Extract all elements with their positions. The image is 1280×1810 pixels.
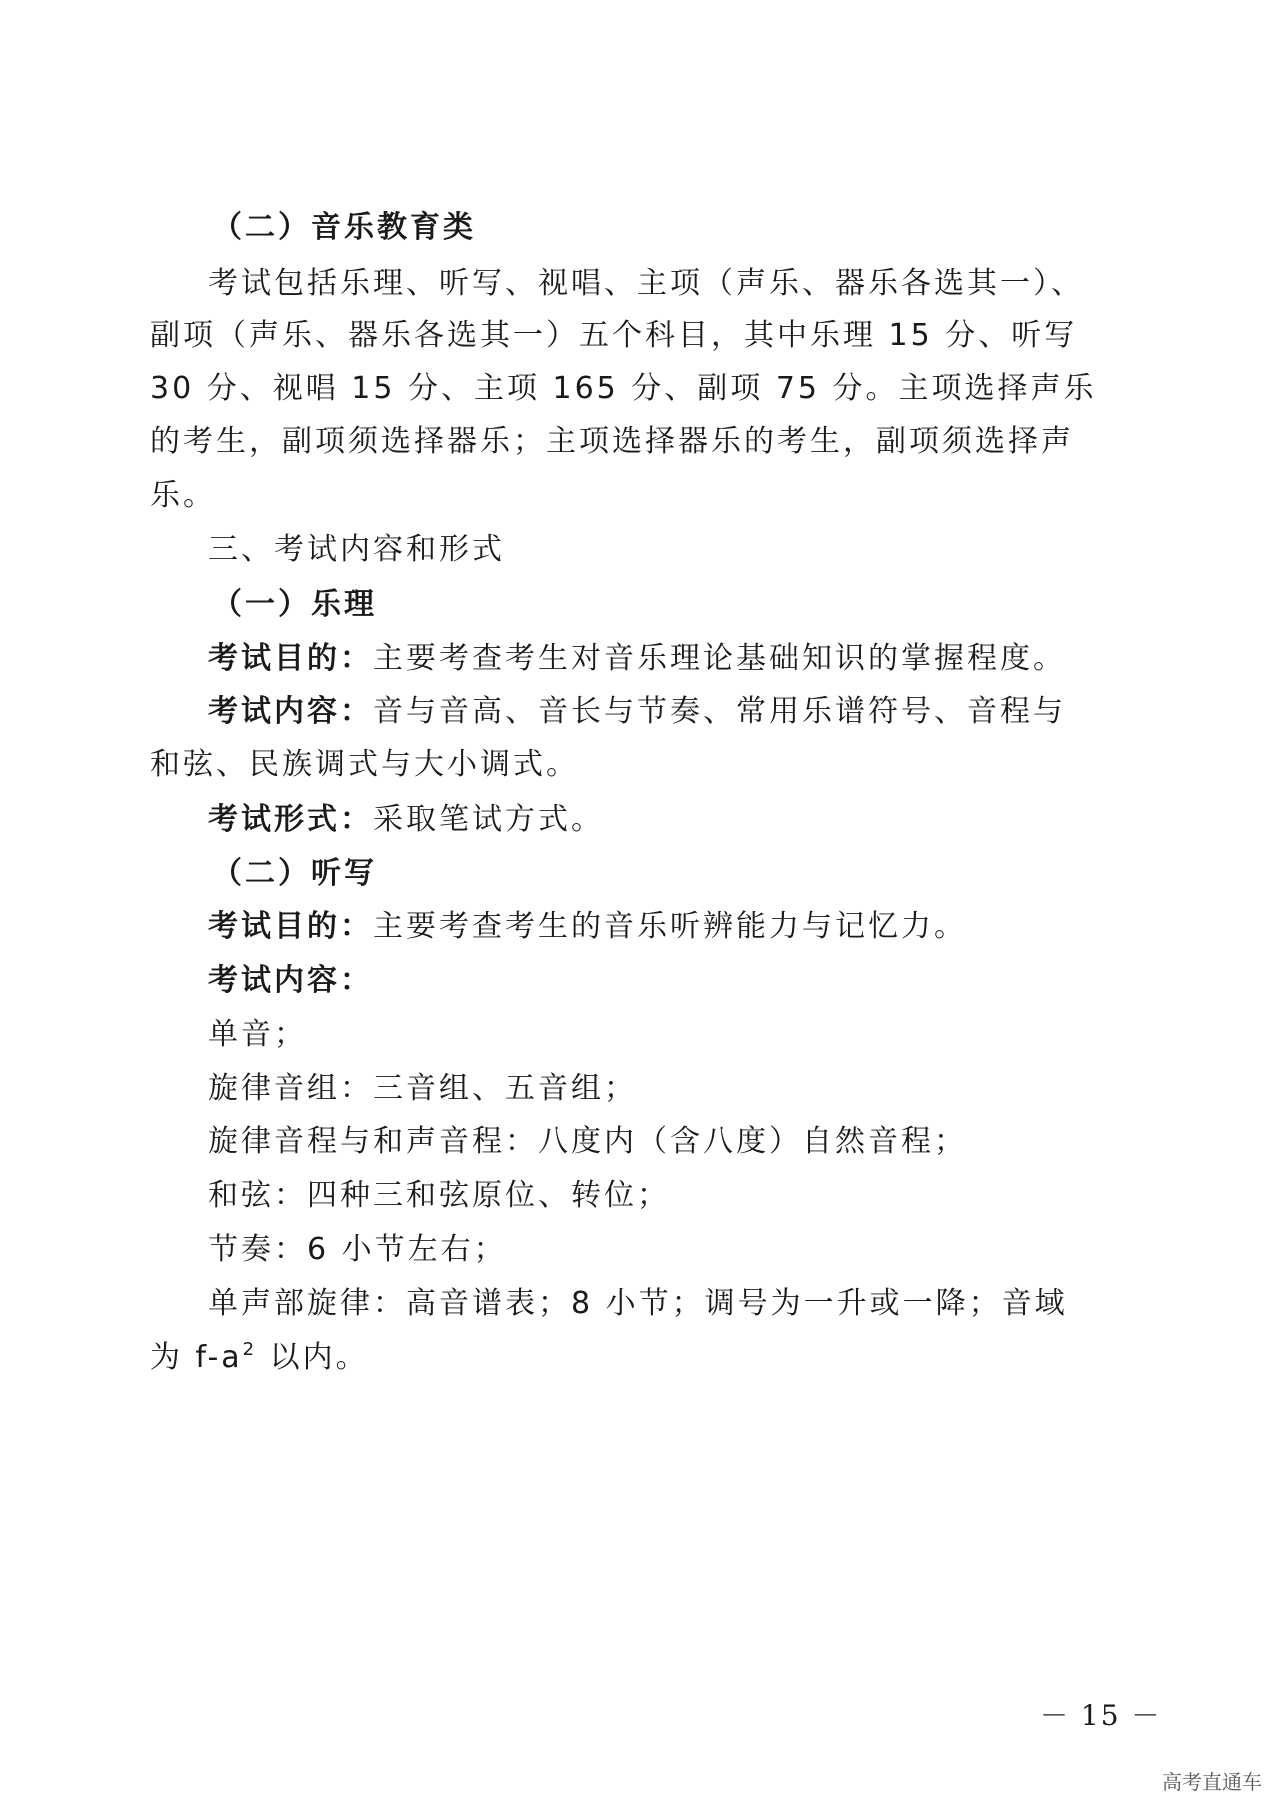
page-number: － 15 － [1040, 1699, 1162, 1732]
dictation-content-label: 考试内容： [208, 963, 373, 998]
paragraph-line: 的考生，副项须选择器乐；主项选择器乐的考生，副项须选择声 [150, 424, 1074, 459]
dictation-purpose-text: 主要考查考生的音乐听辨能力与记忆力。 [373, 909, 967, 944]
dictation-range-line [150, 1336, 369, 1380]
dictation-purpose [208, 905, 967, 949]
paragraph-line: 考试包括乐理、听写、视唱、主项（声乐、器乐各选其一）、 [208, 266, 1084, 301]
theory-content-label: 考试内容： [208, 694, 373, 729]
theory-heading: （一）乐理 [212, 587, 377, 622]
paragraph-line: 30 分、视唱 15 分、主项 165 分、副项 75 分。主项选择声乐 [150, 371, 1097, 406]
paragraph-line: 副项（声乐、器乐各选其一）五个科目，其中乐理 15 分、听写 [150, 318, 1078, 353]
theory-purpose-text: 主要考查考生对音乐理论基础知识的掌握程度。 [373, 641, 1066, 676]
dictation-item: 和弦：四种三和弦原位、转位； [208, 1178, 670, 1213]
dictation-item: 单声部旋律：高音谱表；8 小节；调号为一升或一降；音域 [208, 1286, 1068, 1321]
theory-content [208, 690, 1066, 734]
theory-form-text: 采取笔试方式。 [373, 802, 604, 837]
dictation-item: 节奏：6 小节左右； [208, 1232, 507, 1267]
theory-form-label: 考试形式： [208, 802, 373, 837]
dictation-heading: （二）听写 [212, 856, 377, 891]
music-education-heading: （二）音乐教育类 [212, 210, 476, 245]
dictation-item: 单音； [208, 1017, 307, 1052]
dictation-item: 旋律音组：三音组、五音组； [208, 1071, 637, 1106]
dictation-item: 旋律音程与和声音程：八度内（含八度）自然音程； [208, 1124, 967, 1159]
watermark: 高考直通车 [1162, 1770, 1262, 1794]
range-prefix: 为 f-a [150, 1340, 243, 1375]
range-superscript: 2 [242, 1339, 258, 1360]
theory-purpose [208, 637, 1066, 681]
dictation-purpose-label: 考试目的： [208, 909, 373, 944]
paragraph-line: 乐。 [150, 478, 216, 513]
theory-form [208, 798, 604, 842]
theory-content-continued: 和弦、民族调式与大小调式。 [150, 747, 579, 782]
range-suffix: 以内。 [257, 1340, 369, 1375]
theory-purpose-label: 考试目的： [208, 641, 373, 676]
theory-content-text: 音与音高、音长与节奏、常用乐谱符号、音程与 [373, 694, 1066, 729]
part-three-heading: 三、考试内容和形式 [208, 532, 505, 567]
